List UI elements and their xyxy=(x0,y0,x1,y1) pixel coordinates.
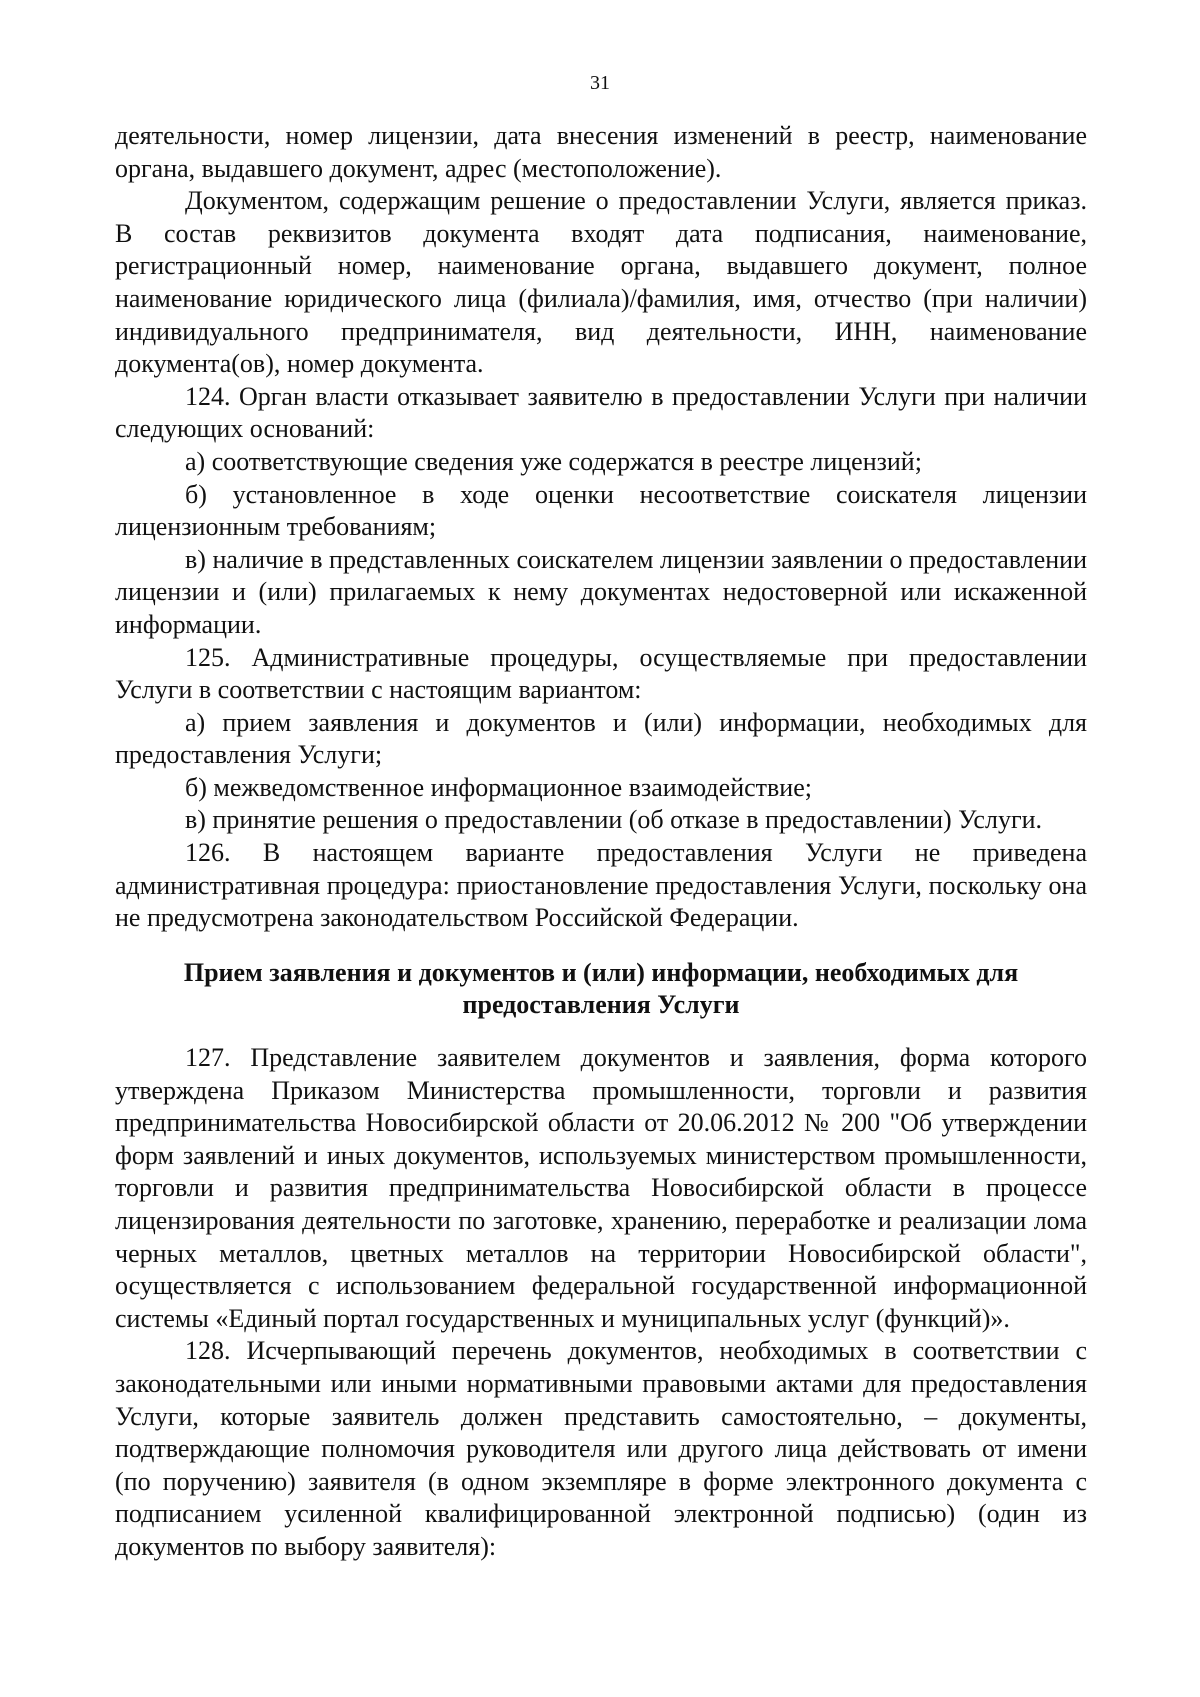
page-number: 31 xyxy=(590,72,610,94)
paragraph-128: 128. Исчерпывающий перечень документов, необходимых в соответствии с законодательными или иными нормативными правовыми актами для предоставления Услуги, которые заявитель должен представить самостоятельно, – документы, подтверждающие полномочия руководителя или другого лица действовать от имени (по поручению) заявителя (в одном экземпляре в форме электронного документа с подписанием усиленной квалифицированной электронной подписью) (один из документов по выбору заявителя): xyxy=(115,1336,1087,1561)
section-heading-line-1: Прием заявления и документов и (или) информации, необходимых для xyxy=(183,957,1019,987)
list-item-124-a: а) соответствующие сведения уже содержатся в реестре лицензий; xyxy=(185,446,922,476)
paragraph-124: 124. Орган власти отказывает заявителю в предоставлении Услуги при наличии следующих оснований: xyxy=(115,381,1087,444)
paragraph-decision-document: Документом, содержащим решение о предоставлении Услуги, является приказ. В состав реквизитов документа входят дата подписания, наименование, регистрационный номер, наименование органа, выдавшего документ, полное наименование юридического лица (филиала)/фамилия, имя, отчество (при наличии) индивидуального предпринимателя, вид деятельности, ИНН, наименование документа(ов), номер документа. xyxy=(115,186,1087,379)
list-item-125-b: б) межведомственное информационное взаимодействие; xyxy=(185,772,812,802)
list-item-124-b: б) установленное в ходе оценки несоответствие соискателя лицензии лицензионным требованиям; xyxy=(115,479,1087,542)
section-heading-line-2: предоставления Услуги xyxy=(462,990,740,1020)
paragraph-127: 127. Представление заявителем документов и заявления, форма которого утверждена Приказом Министерства промышленности, торговли и развития предпринимательства Новосибирской области от 20.06.2012 № 200 "Об утверждении форм заявлений и иных документов, используемых министерством промышленности, торговли и развития предпринимательства Новосибирской области в процессе лицензирования деятельности по заготовке, хранению, переработке и реализации лома черных металлов, цветных металлов на территории Новосибирской области", осуществляется с использованием федеральной государственной информационной системы «Единый портал государственных и муниципальных услуг (функций)». xyxy=(115,1043,1087,1333)
paragraph-continuation: деятельности, номер лицензии, дата внесения изменений в реестр, наименование органа, выдавшего документ, адрес (местоположение). xyxy=(115,121,1087,183)
paragraph-126: 126. В настоящем варианте предоставления Услуги не приведена административная процедура: приостановление предоставления Услуги, поскольку она не предусмотрена законодательством Российской Федерации. xyxy=(115,838,1087,933)
list-item-124-c: в) наличие в представленных соискателем лицензии заявлении о предоставлении лицензии и (или) прилагаемых к нему документах недостоверной или искаженной информации. xyxy=(115,544,1087,639)
paragraph-125: 125. Административные процедуры, осуществляемые при предоставлении Услуги в соответствии с настоящим вариантом: xyxy=(115,642,1087,705)
list-item-125-c: в) принятие решения о предоставлении (об отказе в предоставлении) Услуги. xyxy=(185,805,1043,835)
document-body xyxy=(115,120,1087,1564)
section-heading xyxy=(115,957,1087,1022)
list-item-125-a: а) прием заявления и документов и (или) информации, необходимых для предоставления Услуги; xyxy=(115,707,1087,770)
